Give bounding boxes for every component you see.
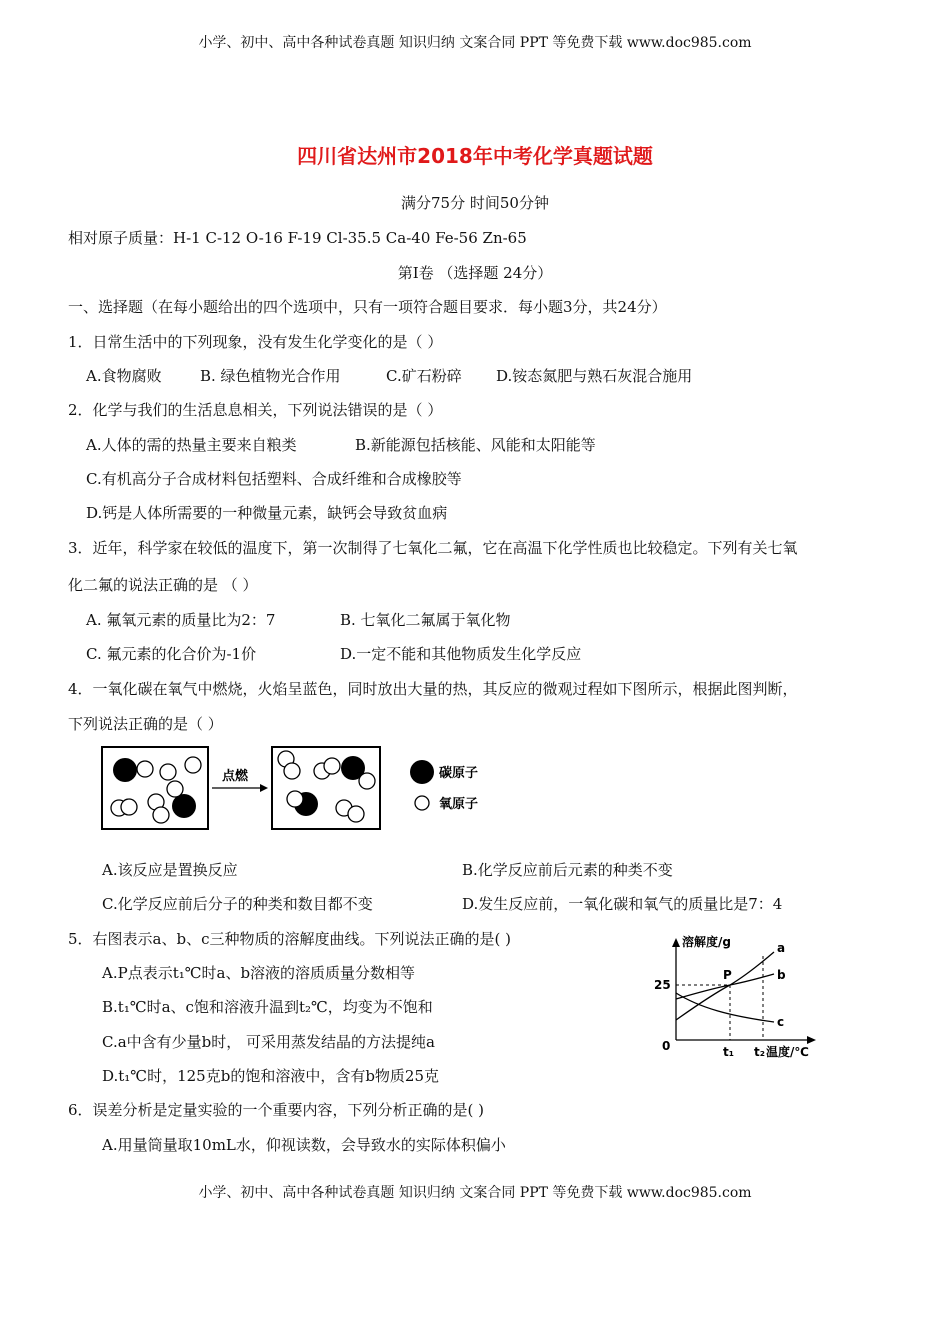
- q3-option-d: D.一定不能和其他物质发生化学反应: [340, 645, 582, 663]
- q3-stem-line1: 3．近年，科学家在较低的温度下，第一次制得了七氧化二氟，它在高温下化学性质也比较稳定。下列有关七氧: [68, 539, 798, 557]
- arrow-head: [260, 784, 268, 792]
- q6-option-a: A.用量筒量取10mL水，仰视读数，会导致水的实际体积偏小: [102, 1136, 506, 1154]
- page-header: 小学、初中、高中各种试卷真题 知识归纳 文案合同 PPT 等免费下载 www.doc985.com: [198, 35, 752, 51]
- t1-label: t₁: [723, 1045, 734, 1059]
- origin-label: 0: [662, 1039, 671, 1053]
- atomic-masses: 相对原子质量：H-1 C-12 O-16 F-19 Cl-35.5 Ca-40 Fe-56 Zn-65: [68, 229, 527, 247]
- q2-stem: 2．化学与我们的生活息息相关，下列说法错误的是（ ）: [68, 401, 443, 419]
- legend-oxygen-label: 氧原子: [439, 797, 479, 812]
- q4-stem-line2: 下列说法正确的是（ ）: [68, 715, 223, 733]
- page-footer: 小学、初中、高中各种试卷真题 知识归纳 文案合同 PPT 等免费下载 www.doc985.com: [198, 1185, 752, 1201]
- curve-c-label: c: [777, 1015, 785, 1029]
- y-axis-arrow: [672, 938, 680, 947]
- q2-option-b: B.新能源包括核能、风能和太阳能等: [355, 436, 596, 454]
- q1-option-d: D.铵态氮肥与熟石灰混合施用: [496, 367, 693, 385]
- q1-option-b: B. 绿色植物光合作用: [200, 367, 341, 385]
- exam-info: 满分75分 时间50分钟: [401, 194, 549, 212]
- q5-option-c: C.a中含有少量b时， 可采用蒸发结晶的方法提纯a: [102, 1033, 435, 1051]
- x-axis-arrow: [807, 1036, 816, 1044]
- section-heading: 一、选择题（在每小题给出的四个选项中，只有一项符合题目要求．每小题3分，共24分）: [68, 298, 667, 316]
- part-heading: 第Ⅰ卷 （选择题 24分）: [397, 264, 553, 282]
- q5-option-a: A.P点表示t₁℃时a、b溶液的溶质质量分数相等: [102, 964, 416, 982]
- q2-option-c: C.有机高分子合成材料包括塑料、合成纤维和合成橡胶等: [86, 470, 462, 488]
- q4-stem-line1: 4．一氧化碳在氧气中燃烧，火焰呈蓝色，同时放出大量的热，其反应的微观过程如下图所示，根据此图判断，: [68, 680, 798, 698]
- y-tick-25: 25: [654, 978, 671, 992]
- q1-option-a: A.食物腐败: [86, 367, 162, 385]
- q3-option-b: B. 七氧化二氟属于氧化物: [340, 611, 511, 629]
- q3-option-c: C. 氟元素的化合价为-1价: [86, 645, 257, 663]
- q1-option-c: C.矿石粉碎: [386, 367, 462, 385]
- x-axis-label: 温度/℃: [766, 1045, 809, 1059]
- q6-stem: 6．误差分析是定量实验的一个重要内容，下列分析正确的是( ): [68, 1101, 485, 1119]
- curve-c: [676, 993, 774, 1022]
- q2-option-d: D.钙是人体所需要的一种微量元素，缺钙会导致贫血病: [86, 504, 448, 522]
- legend-carbon-symbol: [410, 760, 434, 784]
- point-p-label: P: [723, 968, 732, 982]
- q3-option-a: A. 氟氧元素的质量比为2：7: [86, 611, 276, 629]
- t2-label: t₂: [754, 1045, 765, 1059]
- page-title: 四川省达州市2018年中考化学真题试题: [297, 144, 653, 168]
- q1-stem: 1．日常生活中的下列现象，没有发生化学变化的是（ ）: [68, 333, 443, 351]
- legend-oxygen-symbol: [415, 796, 429, 810]
- y-axis-label: 溶解度/g: [682, 935, 731, 949]
- curve-a-label: a: [777, 941, 786, 955]
- q3-stem-line2: 化二氟的说法正确的是 （ ）: [68, 576, 258, 594]
- q4-option-c: C.化学反应前后分子的种类和数目都不变: [102, 895, 373, 913]
- legend-carbon-label: 碳原子: [439, 766, 479, 781]
- ignite-label: 点燃: [222, 769, 249, 784]
- q4-option-d: D.发生反应前，一氧化碳和氧气的质量比是7：4: [462, 895, 783, 913]
- q4-option-a: A.该反应是置换反应: [102, 861, 238, 879]
- q5-option-b: B.t₁℃时a、c饱和溶液升温到t₂℃，均变为不饱和: [102, 998, 433, 1016]
- solubility-graph: [650, 928, 820, 1068]
- curve-b-label: b: [777, 968, 786, 982]
- q5-option-d: D.t₁℃时，125克b的饱和溶液中，含有b物质25克: [102, 1067, 440, 1085]
- q5-stem: 5．右图表示a、b、c三种物质的溶解度曲线。下列说法正确的是( ): [68, 930, 511, 948]
- reaction-diagram: [100, 744, 500, 836]
- q2-option-a: A.人体的需的热量主要来自粮类: [86, 436, 297, 454]
- q4-option-b: B.化学反应前后元素的种类不变: [462, 861, 673, 879]
